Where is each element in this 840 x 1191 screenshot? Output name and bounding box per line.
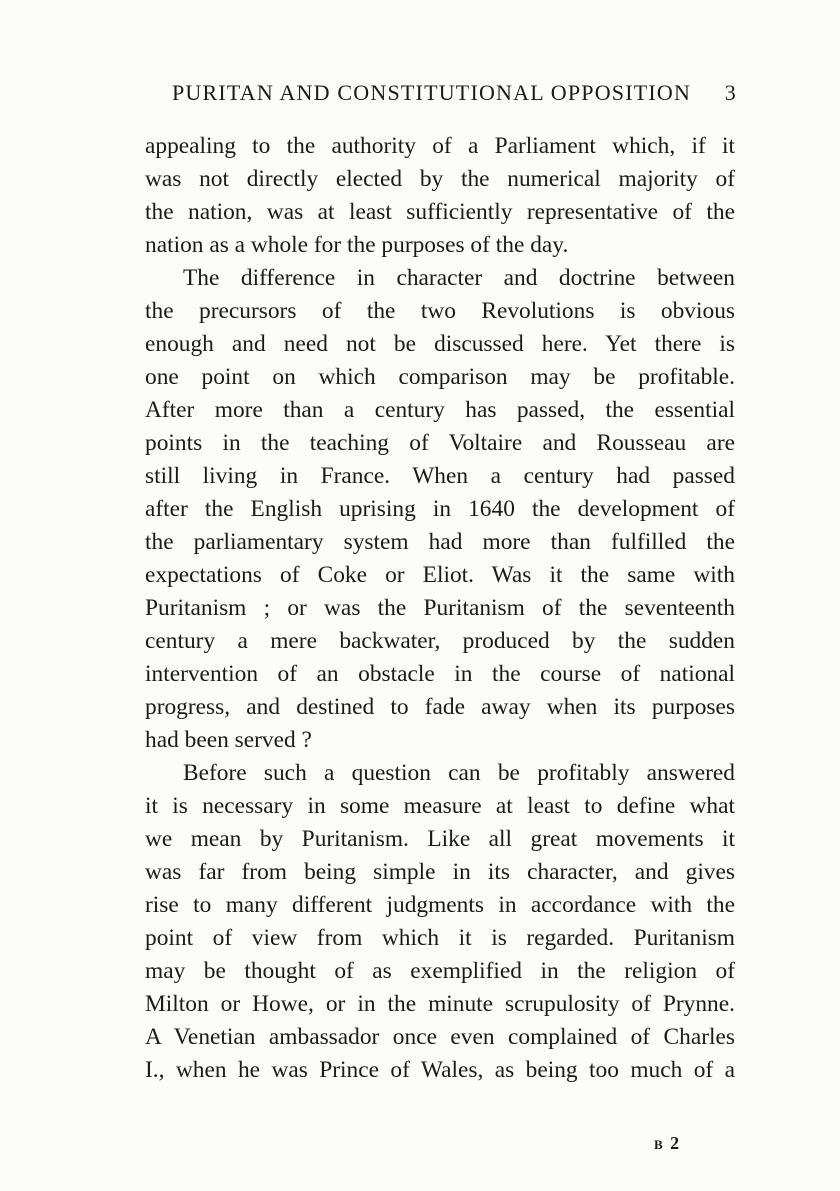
body-text (145, 130, 735, 1087)
text-line: Milton or Howe, or in the minute scrupulosity of Prynne. (145, 991, 735, 1017)
text-line: progress, and destined to fade away when its purposes (145, 694, 735, 720)
text-line: one point on which comparison may be profitable. (145, 364, 735, 390)
text-line: After more than a century has passed, the essential (145, 397, 735, 423)
text-line: had been served ? (145, 727, 312, 753)
text-line: Puritanism ; or was the Puritanism of the seventeenth (145, 595, 735, 621)
text-line: A Venetian ambassador once even complained of Charles (145, 1024, 735, 1050)
text-line: it is necessary in some measure at least to define what (145, 793, 735, 819)
text-line: century a mere backwater, produced by the sudden (145, 628, 735, 654)
text-line: enough and need not be discussed here. Yet there is (145, 331, 735, 357)
text-line: expectations of Coke or Eliot. Was it the same with (145, 562, 735, 588)
signature-mark (654, 1133, 682, 1154)
text-line: we mean by Puritanism. Like all great movements it (145, 826, 735, 852)
text-line: the precursors of the two Revolutions is obvious (145, 298, 735, 324)
text-line: the parliamentary system had more than fulfilled the (145, 529, 735, 555)
text-line: still living in France. When a century had passed (145, 463, 735, 489)
text-line: The difference in character and doctrine between (183, 265, 735, 291)
text-line: nation as a whole for the purposes of the day. (145, 232, 569, 258)
text-line: was not directly elected by the numerical majority of (145, 166, 735, 192)
text-line: Before such a question can be profitably answered (183, 760, 735, 786)
text-line: rise to many different judgments in accordance with the (145, 892, 735, 918)
running-head (172, 80, 737, 112)
signature-number: 2 (670, 1133, 683, 1153)
text-line: points in the teaching of Voltaire and Rousseau are (145, 430, 735, 456)
text-line: appealing to the authority of a Parliament which, if it (145, 133, 735, 159)
text-line: intervention of an obstacle in the course of national (145, 661, 735, 687)
running-title: PURITAN AND CONSTITUTIONAL OPPOSITION (172, 80, 692, 105)
text-line: after the English uprising in 1640 the development of (145, 496, 735, 522)
page-number: 3 (724, 80, 737, 105)
signature-letter: B (654, 1137, 663, 1152)
text-line: point of view from which it is regarded. Puritanism (145, 925, 735, 951)
text-line: the nation, was at least sufficiently representative of the (145, 199, 735, 225)
text-line: was far from being simple in its character, and gives (145, 859, 735, 885)
text-line: I., when he was Prince of Wales, as being too much of a (145, 1057, 735, 1083)
text-line: may be thought of as exemplified in the religion of (145, 958, 735, 984)
